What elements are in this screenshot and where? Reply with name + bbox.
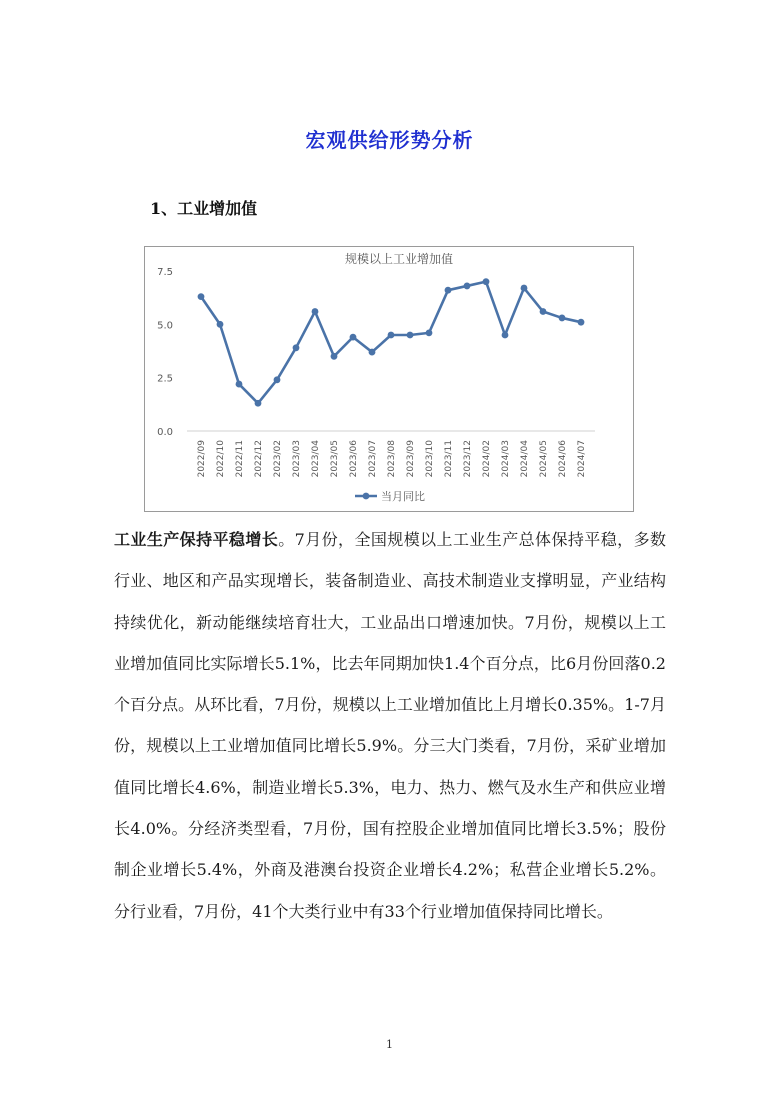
- legend-marker: [363, 493, 370, 500]
- series-group: [198, 278, 585, 406]
- data-point: [407, 332, 414, 339]
- chart-container: [144, 246, 634, 512]
- data-point: [217, 321, 224, 328]
- x-tick-label: 2024/04: [520, 440, 530, 478]
- x-tick-label: 2022/11: [235, 440, 245, 478]
- data-point: [369, 349, 376, 356]
- data-point: [502, 332, 509, 339]
- x-tick-label: 2024/02: [482, 440, 492, 478]
- data-point: [293, 344, 300, 351]
- y-tick-label: 7.5: [157, 267, 173, 278]
- data-point: [445, 287, 452, 294]
- x-tick-label: 2023/02: [273, 440, 283, 478]
- x-tick-label: 2023/10: [425, 440, 435, 478]
- data-point: [312, 308, 319, 315]
- series-line: [201, 282, 581, 404]
- x-tick-label: 2023/03: [292, 440, 302, 478]
- paragraph-lead: 工业生产保持平稳增长: [114, 530, 279, 549]
- page-number: 1: [386, 1038, 393, 1051]
- x-tick-label: 2024/03: [501, 440, 511, 478]
- y-axis: [157, 267, 173, 438]
- x-tick-label: 2023/09: [406, 440, 416, 478]
- data-point: [388, 332, 395, 339]
- y-tick-label: 2.5: [157, 373, 173, 385]
- data-point: [255, 400, 262, 407]
- y-tick-label: 0.0: [157, 427, 173, 438]
- data-point: [578, 319, 585, 326]
- data-point: [198, 293, 205, 300]
- x-tick-label: 2023/07: [368, 440, 378, 478]
- legend-label: 当月同比: [381, 490, 425, 503]
- data-point: [350, 334, 357, 341]
- data-point: [426, 329, 433, 336]
- data-point: [464, 283, 471, 290]
- data-point: [483, 278, 490, 285]
- x-tick-label: 2023/08: [387, 440, 397, 478]
- chart-title: 规模以上工业增加值: [344, 252, 454, 266]
- data-point: [559, 315, 566, 322]
- x-tick-label: 2022/09: [197, 440, 207, 478]
- data-point: [236, 381, 243, 388]
- y-tick-label: 5.0: [157, 320, 173, 332]
- x-tick-label: 2022/10: [216, 440, 226, 478]
- data-point: [331, 353, 338, 360]
- x-tick-label: 2023/11: [444, 440, 454, 478]
- x-tick-label: 2024/06: [558, 440, 568, 478]
- x-tick-label: 2024/05: [539, 440, 549, 478]
- x-tick-label: 2023/06: [349, 440, 359, 478]
- x-tick-label: 2022/12: [254, 440, 264, 478]
- x-tick-label: 2023/05: [330, 440, 340, 478]
- section-heading: 1、工业增加值: [150, 199, 258, 218]
- x-tick-label: 2023/12: [463, 440, 473, 478]
- x-axis: [197, 440, 587, 478]
- x-tick-label: 2023/04: [311, 440, 321, 478]
- paragraph-body: 。7月份，全国规模以上工业生产总体保持平稳，多数行业、地区和产品实现增长，装备制造业、高技术制造业支撑明显，产业结构持续优化，新动能继续培育壮大，工业品出口增速加快。7月份，规模以上工业增加值同比实际增长5.1%，比去年同期加快1.4个百分点，比6月份回落0.2个百分点。从环比看，7月份，规模以上工业增加值比上月增长0.35%。1-7月份，规模以上工业增加值同比增长5.9%。分三大门类看，7月份，采矿业增加值同比增长4.6%，制造业增长5.3%，电力、热力、燃气及水生产和供应业增长4.0%。分经济类型看，7月份，国有控股企业增加值同比增长3.5%；股份制企业增长5.4%，外商及港澳台投资企业增长4.2%；私营企业增长5.2%。分行业看，7月份，41个大类行业中有33个行业增加值保持同比增长。: [114, 530, 666, 921]
- data-point: [521, 285, 528, 292]
- x-tick-label: 2024/07: [577, 440, 587, 478]
- data-point: [540, 308, 547, 315]
- document-title: 宏观供给形势分析: [305, 128, 474, 152]
- line-chart: [145, 247, 633, 511]
- chart-legend: [355, 489, 425, 503]
- body-paragraph: [114, 519, 666, 932]
- data-point: [274, 376, 281, 383]
